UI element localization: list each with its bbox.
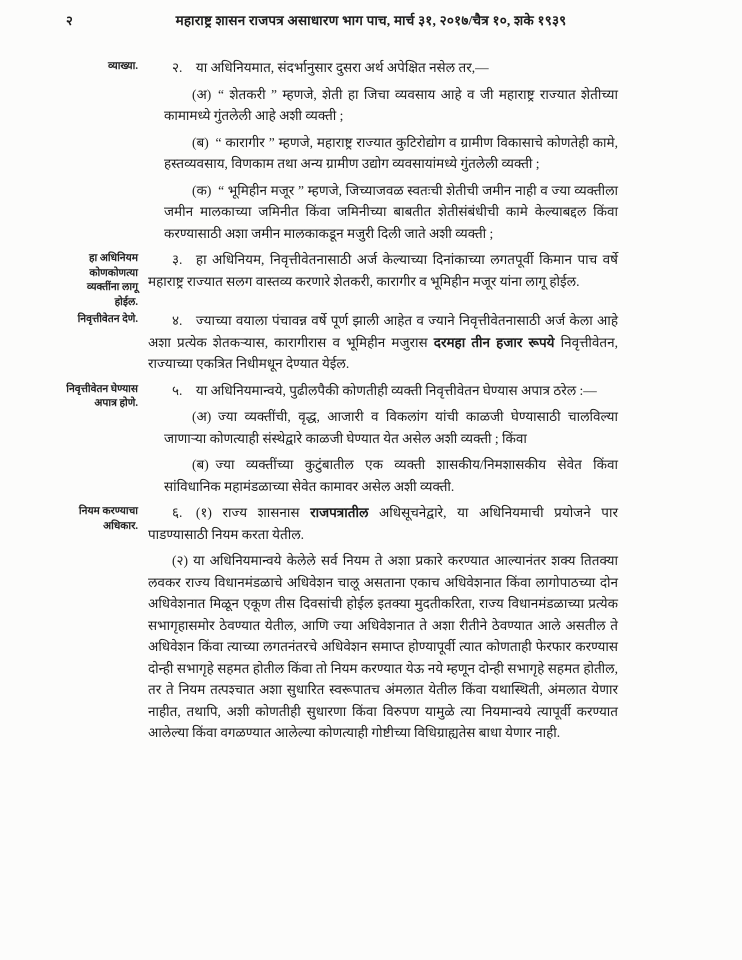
gazette-header: महाराष्ट्र शासन राजपत्र असाधारण भाग पाच, मार्च ३१, २०१७/चैत्र १०, शके १९३९ <box>175 13 567 28</box>
margin-note-ineligibility: निवृत्तीवेतन घेण्यास अपात्र होणे. <box>66 383 138 409</box>
section-3-body <box>148 249 618 297</box>
section-6-sub1 <box>148 502 618 545</box>
section-5-intro: ५. या अधिनियमान्वये, पुढीलपैकी कोणतीही व्यक्ती निवृत्तीवेतन घेण्यास अपात्र ठरेल :— <box>172 382 597 398</box>
section-6-body <box>148 502 618 749</box>
section-4-body <box>148 310 618 380</box>
page-number: २ <box>66 13 73 28</box>
section-6-rule-making-power <box>62 502 620 749</box>
margin-note-definitions: व्याख्या. <box>108 61 138 72</box>
section-3-applicability <box>62 249 620 310</box>
margin-note-applicability: हा अधिनियम कोणकोणत्या व्यक्तींना लागू होईल. <box>86 253 138 308</box>
clause-c-landless-labourer: (क) “ भूमिहीन मजूर ” म्हणजे, जिच्याजवळ स्वतःची शेतीची जमीन नाही व ज्या व्यक्तीला जमीन मालकाच्या जमिनीत किंवा जमिनीच्या बाबतीत शेतीसंबंधीची कामे केल्याबद्दल किंवा करण्यासाठी अशा जमीन मालकाकडून मजुरी दिली जाते अशी व्यक्ती ; <box>164 182 618 241</box>
section-5-ineligibility <box>62 380 620 503</box>
clause-a-farmer: (अ) “ शेतकरी ” म्हणजे, शेती हा जिचा व्यवसाय आहे व जी महाराष्ट्र राज्यात शेतीच्या कामामध्ये गुंतलेली आहे अशी व्यक्ती ; <box>164 86 618 123</box>
section-2-intro: २. या अधिनियमात, संदर्भानुसार दुसरा अर्थ अपेक्षित नसेल तर,— <box>172 60 489 75</box>
section-4-text-pre: ४. ज्याच्या वयाला पंचावन्न वर्षे पूर्ण झाली आहेत व ज्याने निवृत्तीवेतनासाठी अर्ज केला आहे अशा प्रत्येक शेतकऱ्यास, कारागीरास व भूमिहीन मजुरास <box>148 313 618 350</box>
section-6-sub1-pre: ६. (१) राज्य शासनास <box>172 505 311 520</box>
section-6-sub1-post: अधिसूचनेद्वारे, या अधिनियमाची प्रयोजने पार पाडण्यासाठी नियम करता येतील. <box>148 505 618 542</box>
page-content <box>62 57 620 749</box>
section-4-text-bold-amount: दरमहा तीन हजार रूपये <box>433 334 555 350</box>
clause-b-government-service: (ब) ज्या व्यक्तींच्या कुटुंबातील एक व्यक्ती शासकीय/निमशासकीय सेवेत किंवा सांविधानिक महामंडळाच्या सेवेत कामावर असेल अशी व्यक्ती. <box>164 457 618 494</box>
clause-b-artisan: (ब) “ कारागीर ” म्हणजे, महाराष्ट्र राज्यात कुटिरोद्योग व ग्रामीण विकासाचे कोणतेही कामे, हस्तव्यवसाय, विणकाम तथा अन्य ग्रामीण उद्योग व्यवसायांमध्ये गुंतलेली व्यक्ती ; <box>164 134 618 171</box>
margin-note-rule-making: नियम करण्याचा अधिकार. <box>78 506 138 532</box>
section-2-definitions <box>62 57 620 249</box>
section-4-text-post: निवृत्तीवेतन, राज्याच्या एकत्रित निधीमधून देण्यात येईल. <box>148 334 618 371</box>
section-5-body <box>148 380 618 503</box>
margin-note-pension-grant: निवृत्तीवेतन देणे. <box>77 314 138 325</box>
section-2-body <box>148 57 618 249</box>
clause-a-institution-care: (अ) ज्या व्यक्तींची, वृद्ध, आजारी व विकलांग यांची काळजी घेण्यासाठी चालविल्या जाणाऱ्या कोणत्याही संस्थेद्वारे काळजी घेण्यात येत असेल अशी व्यक्ती ; किंवा <box>164 409 618 446</box>
section-6-sub2: (२) या अधिनियमान्वये केलेले सर्व नियम ते अशा प्रकारे करण्यात आल्यानंतर शक्य तितक्या लवकर राज्य विधानमंडळाचे अधिवेशन चालू असताना एकाच अधिवेशनात किंवा लागोपाठच्या दोन अधिवेशनात मिळून एकूण तीस दिवसांची होईल इतक्या मुदतीकरिता, राज्य विधानमंडळाच्या प्रत्येक सभागृहासमोर ठेवण्यात येतील, आणि ज्या अधिवेशनात ते अशा रीतीने ठेवण्यात आले असतील ते अधिवेशन किंवा त्याच्या लगतनंतरचे अधिवेशन समाप्त होण्यापूर्वी त्यात कोणताही फेरफार करण्यास दोन्ही सभागृहे सहमत होतील किंवा तो नियम करण्यात येऊ नये म्हणून दोन्ही सभागृहे सहमत होतील, तर ते नियम तत्पश्चात अशा सुधारित स्वरूपातच अंमलात येतील किंवा यथास्थिती, अंमलात येणार नाहीत, तथापि, अशी कोणतीही सुधारणा किंवा विरुपण यामुळे त्या नियमान्वये त्यापूर्वी करण्यात आलेल्या किंवा वगळण्यात आलेल्या कोणत्याही गोष्टीच्या विधिग्राह्यतेस बाधा येणार नाही. <box>148 553 618 740</box>
section-6-sub1-bold-gazette: राजपत्रातील <box>310 505 369 520</box>
section-3-text: ३. हा अधिनियम, निवृत्तीवेतनासाठी अर्ज केल्याच्या दिनांकाच्या लगतपूर्वी किमान पाच वर्षे महाराष्ट्र राज्यात सलग वास्तव्य करणारे शेतकरी, कारागीर व भूमिहीन मजूर यांना लागू होईल. <box>148 252 618 289</box>
section-4-pension-grant <box>62 310 620 380</box>
section-4-text <box>148 310 618 375</box>
